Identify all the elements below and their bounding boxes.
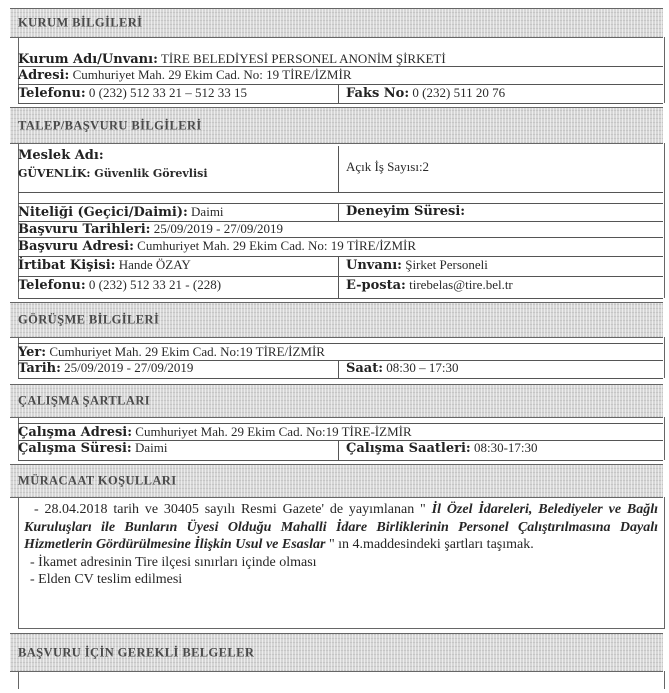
- field-label: Yer:: [18, 345, 47, 360]
- regulation-title: İl Özel İdareleri, Belediyeler ve Bağlı Kuruluşları ile Bunların Üyesi Olduğu Mahalli İdare Birliklerinin Personel Çalıştırılmasına Dayalı Hizmetlerin Gördürülmesine İlişkin Usul ve Esaslar: [24, 502, 658, 552]
- talep-adres-row: [18, 238, 663, 257]
- field-value-bold: GÜVENLİK:: [18, 167, 91, 180]
- field-label: Adresi:: [18, 68, 70, 83]
- field-label: Çalışma Adresi:: [18, 425, 133, 440]
- field-label: Faks No:: [346, 86, 410, 101]
- field-value: 25/09/2019 - 27/09/2019: [150, 221, 283, 236]
- section-title: ÇALIŞMA ŞARTLARI: [18, 393, 151, 408]
- talep-tarih-row: [18, 221, 663, 238]
- meslek-cell: [18, 148, 336, 194]
- section-title: KURUM BİLGİLERİ: [18, 15, 143, 30]
- field-label: Deneyim Süresi:: [346, 204, 466, 219]
- tarih-cell: [18, 360, 336, 378]
- saat-cell: [338, 440, 664, 460]
- condition-outro: " ın 4.maddesindeki şartları taşımak.: [325, 537, 534, 552]
- section-header-talep: [10, 107, 663, 144]
- nitelik-cell: [18, 204, 336, 221]
- unvan-cell: [338, 257, 664, 276]
- field-label: İrtibat Kişisi:: [18, 258, 116, 273]
- talep-meslek-row: [18, 146, 663, 193]
- condition-item: - İkamet adresinin Tire ilçesi sınırları içinde olması: [30, 554, 317, 570]
- section-header-gorusme: [10, 302, 663, 338]
- talep-irtibat-row: [18, 257, 663, 277]
- field-value: Cumhuriyet Mah. 29 Ekim Cad. No:19 TİRE/İZMİR: [46, 344, 325, 359]
- section-title: GÖRÜŞME BİLGİLERİ: [18, 312, 160, 327]
- field-label: Çalışma Süresi:: [18, 441, 132, 456]
- telefon-cell: [18, 85, 336, 103]
- field-value: Cumhuriyet Mah. 29 Ekim Cad. No:19 TİRE-İZMİR: [132, 424, 412, 439]
- field-value: 0 (232) 512 33 21 - (228): [85, 277, 222, 292]
- section-title: MÜRACAAT KOŞULLARI: [18, 473, 177, 488]
- section-header-calisma: [10, 384, 663, 418]
- sure-cell: [18, 440, 336, 460]
- field-label: Unvanı:: [346, 258, 402, 273]
- kurum-telefon-row: [18, 85, 663, 104]
- field-label: Telefonu:: [18, 278, 86, 293]
- condition-paragraph: [24, 501, 658, 554]
- field-value: 25/09/2019 - 27/09/2019: [60, 360, 194, 375]
- field-label: Niteliği (Geçici/Daimi):: [18, 205, 188, 220]
- kurum-ad-row: [18, 51, 663, 67]
- field-label: E-posta:: [346, 278, 406, 293]
- field-value: 08:30 – 17:30: [383, 360, 459, 375]
- muracaat-conditions: [24, 501, 658, 589]
- kurum-adres-row: [18, 67, 663, 85]
- irtibat-cell: [18, 257, 336, 276]
- field-label: Başvuru Tarihleri:: [18, 222, 151, 237]
- section-header-muracaat: [10, 464, 663, 498]
- condition-intro: - 28.04.2018 tarih ve 30405 sayılı Resmi Gazete' de yayımlanan ": [34, 502, 432, 517]
- field-value: TİRE BELEDİYESİ PERSONEL ANONİM ŞİRKETİ: [157, 51, 446, 66]
- field-label: Saat:: [346, 361, 384, 376]
- field-value: Cumhuriyet Mah. 29 Ekim Cad. No: 19 TİRE/İZMİR: [69, 67, 352, 82]
- field-value: Şirket Personeli: [401, 257, 488, 272]
- acik-is-cell: [338, 146, 664, 192]
- gorusme-tarih-row: [18, 360, 663, 379]
- talep-nitelik-row: [18, 203, 663, 222]
- field-label: Başvuru Adresi:: [18, 239, 134, 254]
- email-link[interactable]: tirebelas@tire.bel.tr: [405, 277, 513, 292]
- field-label: Tarih:: [18, 361, 61, 376]
- belgeler-box: [18, 671, 665, 689]
- deneyim-cell: [338, 204, 664, 221]
- faks-cell: [338, 85, 664, 103]
- section-title: TALEP/BAŞVURU BİLGİLERİ: [18, 118, 202, 132]
- telefon-cell: [18, 277, 336, 298]
- field-value: 08:30-17:30: [470, 440, 538, 455]
- field-value: 0 (232) 511 20 76: [409, 85, 506, 100]
- talep-telefon-row: [18, 277, 663, 299]
- field-value: Hande ÖZAY: [115, 257, 191, 272]
- section-header-kurum: [10, 8, 663, 38]
- field-label: Çalışma Saatleri:: [346, 441, 471, 456]
- calisma-sure-row: [18, 440, 663, 461]
- field-value: Daimi: [131, 440, 168, 455]
- field-label: Telefonu:: [18, 86, 86, 101]
- condition-item: - Elden CV teslim edilmesi: [30, 572, 183, 587]
- calisma-adres-row: [18, 423, 663, 441]
- acik-is-sayisi: Açık İş Sayısı:2: [346, 159, 430, 174]
- section-title: BAŞVURU İÇİN GEREKLİ BELGELER: [18, 645, 255, 659]
- field-label: Meslek Adı:: [18, 148, 104, 163]
- saat-cell: [338, 360, 664, 378]
- eposta-cell: [338, 277, 664, 298]
- field-label: Kurum Adı/Unvanı:: [18, 52, 158, 67]
- field-value: Güvenlik Görevlisi: [90, 167, 208, 180]
- gorusme-yer-row: [18, 343, 663, 361]
- section-header-belgeler: [10, 633, 663, 672]
- field-value: Daimi: [187, 204, 224, 219]
- field-value: Cumhuriyet Mah. 29 Ekim Cad. No: 19 TİRE/İZMİR: [133, 238, 417, 253]
- field-value: 0 (232) 512 33 21 – 512 33 15: [85, 85, 248, 100]
